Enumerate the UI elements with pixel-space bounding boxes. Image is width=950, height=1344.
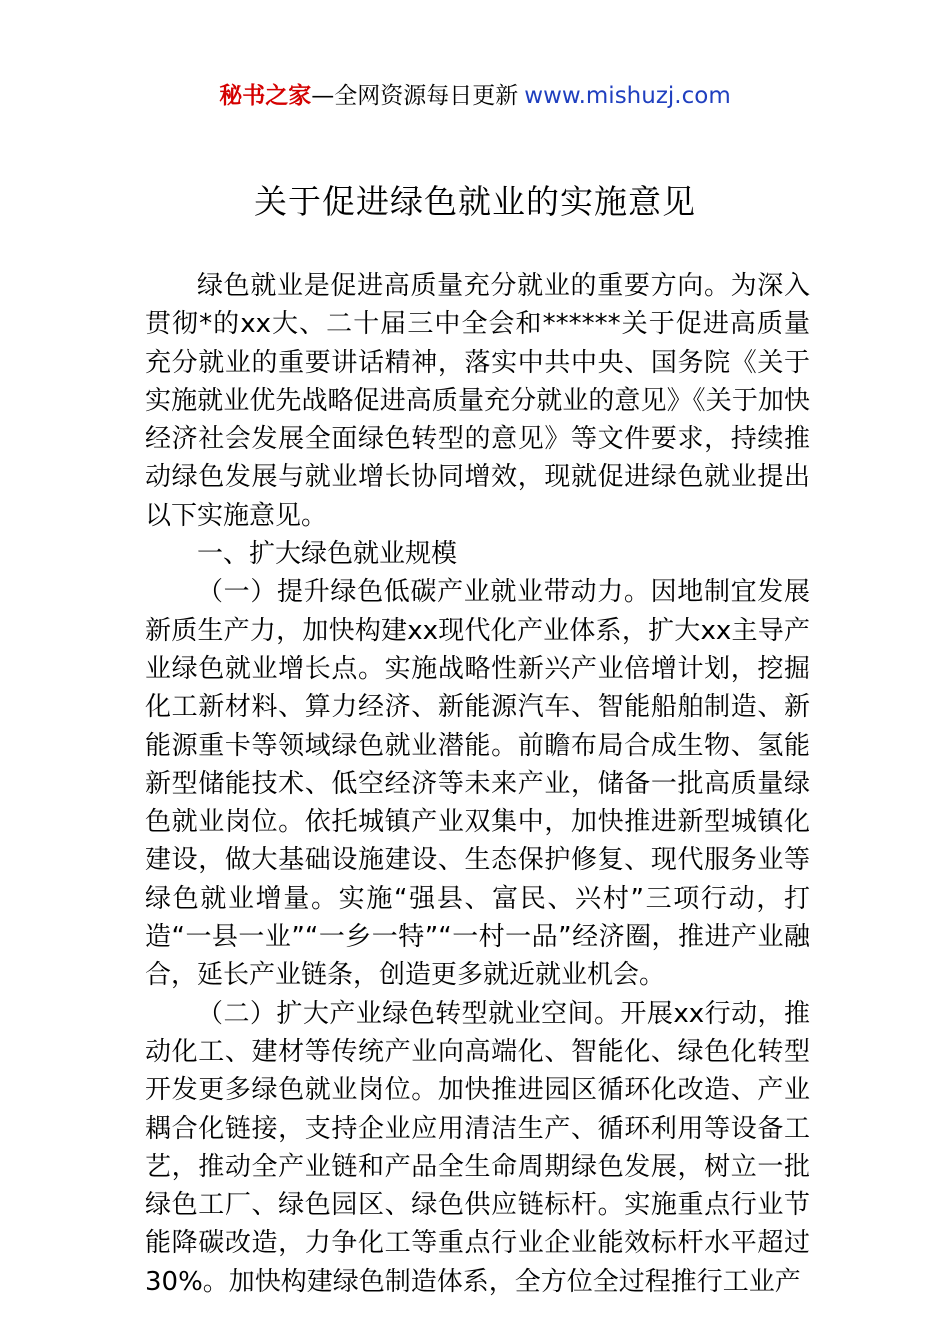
site-url-link[interactable]: www.mishuzj.com xyxy=(524,83,731,109)
site-brand: 秘书之家 xyxy=(219,83,312,109)
section-heading: 一、扩大绿色就业规模 xyxy=(197,539,458,570)
document-title: 关于促进绿色就业的实施意见 xyxy=(254,182,696,221)
body-paragraph: （二）扩大产业绿色转型就业空间。开展xx行动，推动化工、建材等传统产业向高端化、智能化、绿色化转型开发更多绿色就业岗位。加快推进园区循环化改造、产业耦合化链接，支持企业应用清洁生产、循环利用等设备工艺，推动全产业链和产品全生命周期绿色发展，树立一批绿色工厂、绿色园区、绿色供应链标杆。实施重点行业节能降碳改造，力争化工等重点行业企业能效标杆水平超过30%。加快构建绿色制造体系，全方位全过程推行工业产 xyxy=(145,998,810,1297)
body-paragraph: （一）提升绿色低碳产业就业带动力。因地制宜发展新质生产力，加快构建xx现代化产业体系，扩大xx主导产业绿色就业增长点。实施战略性新兴产业倍增计划，挖掘化工新材料、算力经济、新能源汽车、智能船舶制造、新能源重卡等领域绿色就业潜能。前瞻布局合成生物、氢能新型储能技术、低空经济等未来产业，储备一批高质量绿色就业岗位。依托城镇产业双集中，加快推进新型城镇化建设，做大基础设施建设、生态保护修复、现代服务业等绿色就业增量。实施“强县、富民、兴村”三项行动，打造“一县一业”“一乡一特”“一村一品”经济圈，推进产业融合，延长产业链条，创造更多就近就业机会。 xyxy=(145,577,810,991)
site-header xyxy=(0,80,950,112)
document-body xyxy=(145,267,810,1301)
intro-paragraph: 绿色就业是促进高质量充分就业的重要方向。为深入贯彻*的xx大、二十届三中全会和******关于促进高质量充分就业的重要讲话精神，落实中共中央、国务院《关于实施就业优先战略促进高质量充分就业的意见》《关于加快经济社会发展全面绿色转型的意见》等文件要求，持续推动绿色发展与就业增长协同增效，现就促进绿色就业提出以下实施意见。 xyxy=(145,271,810,531)
site-tagline: —全网资源每日更新 xyxy=(311,83,519,109)
